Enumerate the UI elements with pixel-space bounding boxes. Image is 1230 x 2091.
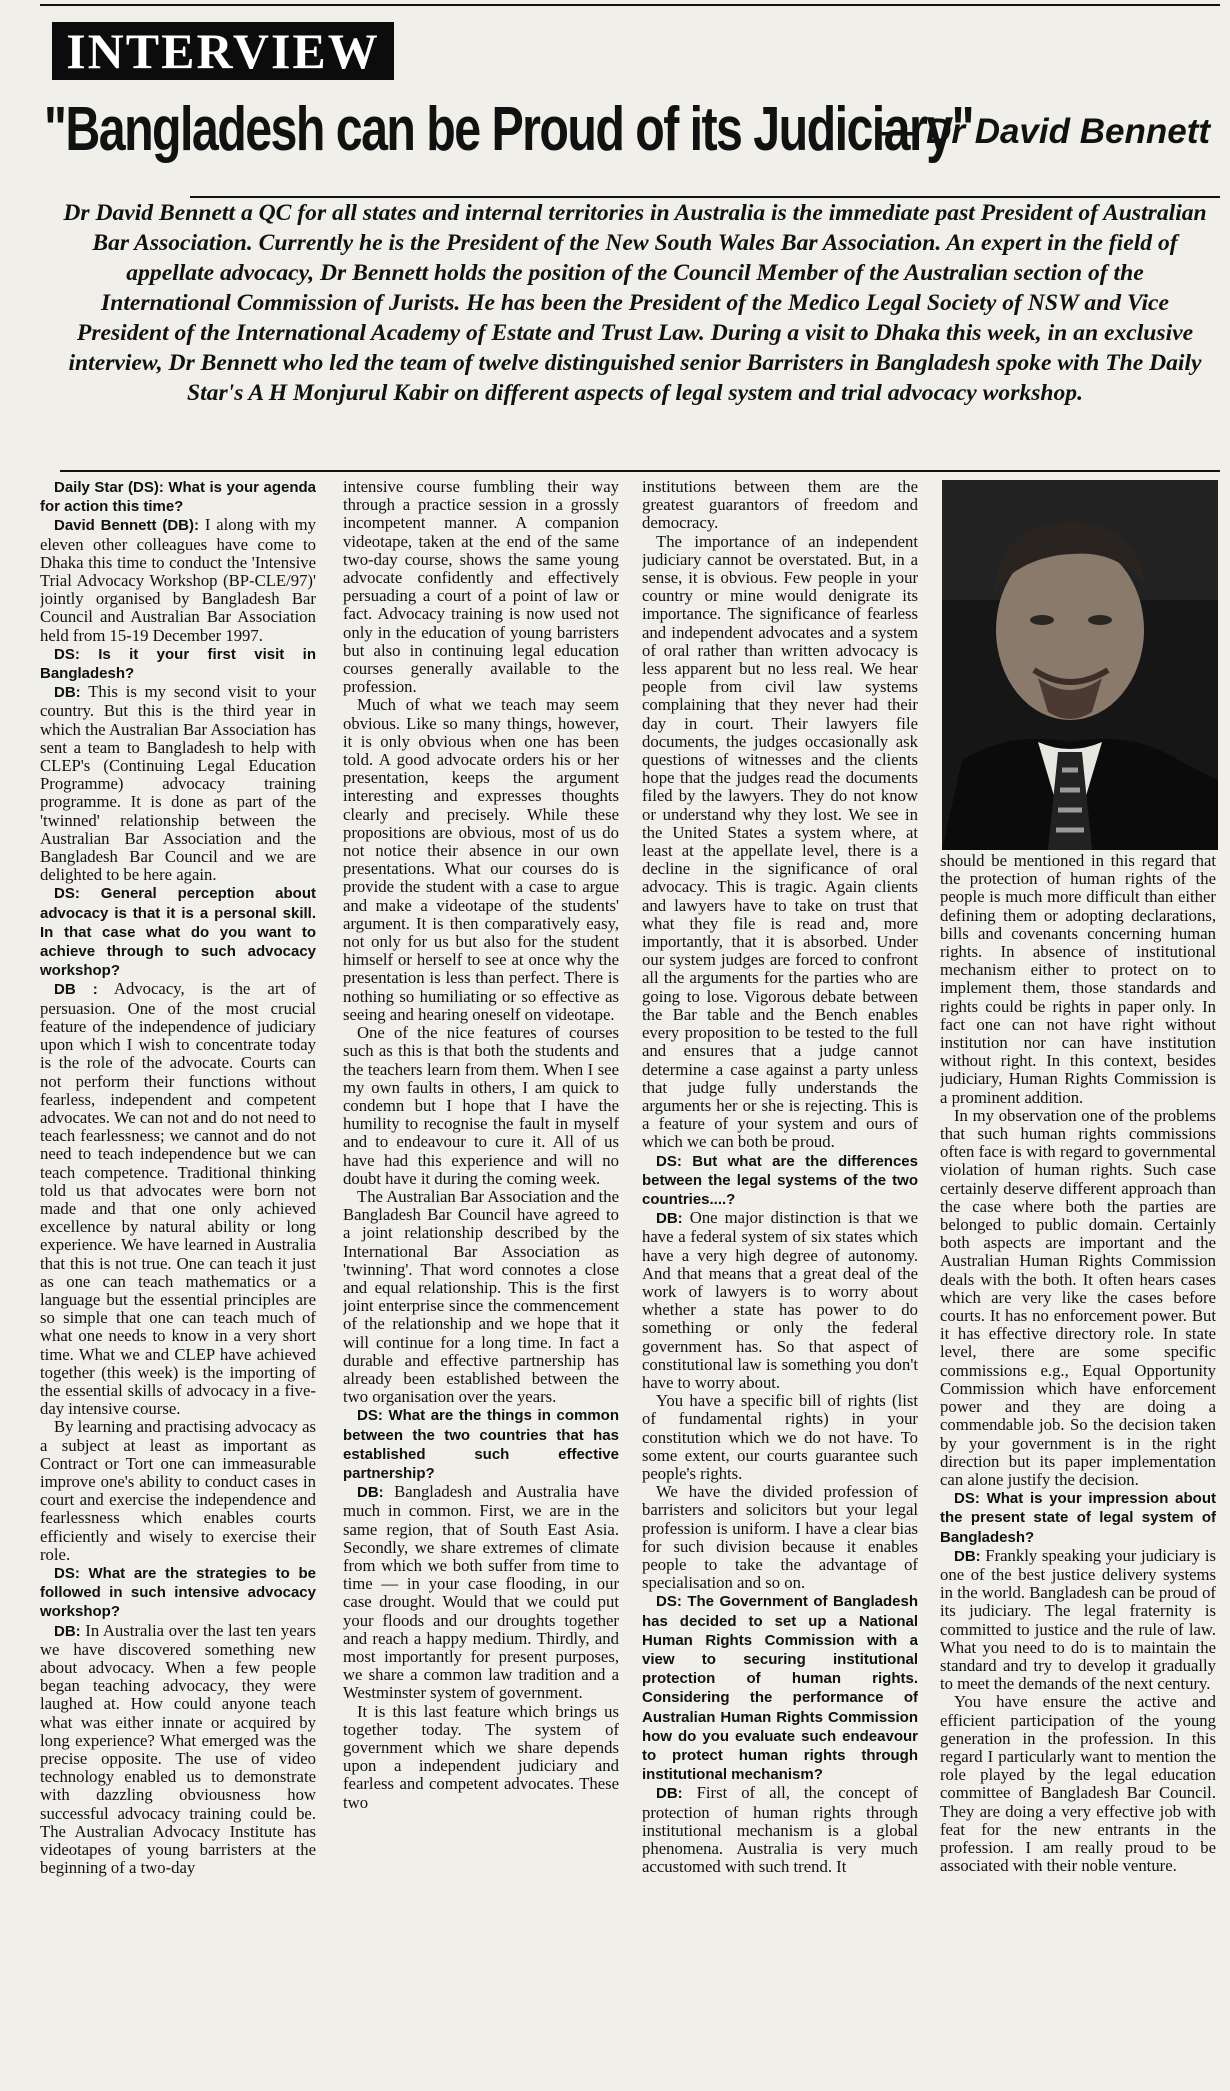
paragraph-text: What is your impression about the present state of legal system of Bangladesh? <box>940 1490 1216 1546</box>
paragraph-text: What are the things in common between the two countries that has established such effective partnership? <box>343 1407 619 1482</box>
paragraph-text: What is your agenda for action this time? <box>40 479 316 516</box>
paragraph-text: Much of what we teach may seem obvious. Like so many things, however, it is only obvious when one has been told. A good advocate orders his or her presentation, keeps the argument interesting and expresses thoughts clearly and precisely. While these propositions are obvious, most of us do not notice their absence in our own presentations. What our courses do is provide the student with a case to argue and make a videotape of the students' argument. It is then comparatively easy, not only for us but also for the student himself or herself to see at once why the presentation is less than perfect. There is nothing so humiliating or so effective as seeing and hearing oneself on videotape. <box>343 695 619 1024</box>
article-paragraph <box>343 1703 619 1812</box>
paragraph-text: Advocacy, is the art of persuasion. One of the most crucial feature of the independence of judiciary upon which I wish to concentrate today is the role of the advocate. Courts can not perform their functions without fearless, independent and competent advocates. We can not and do not need to teach fearlessness; we cannot and do not need to teach independence but we can teach competence. Traditional thinking told us that advocates were born not made and that one only achieved excellence by natural ability or long experience. We have learned in Australia that this is not true. One can teach it just as one can teach mathematics or a language but the essential principles are so simple that one can teach much of what one needs to know in a very short time. What we and CLEP have achieved together (this week) is the importing of the essential skills of advocacy in a five-day intensive course. <box>40 979 316 1419</box>
intro-rule <box>60 470 1220 472</box>
article-paragraph <box>642 1392 918 1483</box>
paragraph-text: The Government of Bangladesh has decided to set up a National Human Rights Commission with a view to securing institutional protection of human rights. Considering the performance of Australian Human Rights Commission how do you evaluate such endeavour to protect human rights through institutional mechanism? <box>642 1593 918 1784</box>
paragraph-text: In Australia over the last ten years we have discovered something new about advocacy. When a few people began teaching advocacy, they were laughed at. How could anyone teach what was either innate or acquired by long experience? What emerged was the precise opposite. The use of video technology enabled us to demonstrate with dazzling obviousness how successful advocacy training could be. The Australian Advocacy Institute has videotapes of young barristers at the beginning of a two-day <box>40 1620 316 1878</box>
interview-answer <box>40 516 316 644</box>
interview-answer <box>343 1483 619 1702</box>
article-paragraph <box>40 1418 316 1564</box>
speaker-label: Daily Star (DS): <box>54 479 164 496</box>
speaker-label: DS: <box>54 1564 80 1582</box>
article-column-4 <box>940 852 1216 2088</box>
paragraph-text: One major distinction is that we have a federal system of six states which have a very high degree of autonomy. And that means that a great deal of the work of lawyers is to worry about whether a state has power to do something or only the federal government has. So that aspect of constitutional law is something you don't have to worry about. <box>642 1208 918 1392</box>
interview-question <box>940 1489 1216 1547</box>
speaker-label: DS: <box>656 1593 682 1611</box>
paragraph-text: Frankly speaking your judiciary is one of the best justice delivery systems in the world. Bangladesh can be proud of its judiciary. The legal fraternity is committed to justice and the rule of law. What you need to do is to maintain the standard and try to develop it gradually to meet the demands of the next century. <box>940 1545 1216 1694</box>
article-paragraph <box>642 478 918 533</box>
speaker-label: DB: <box>54 684 81 702</box>
paragraph-text: The importance of an independent judiciary cannot be overstated. But, in a sense, it is obvious. Few people in your country or mine would denigrate its importance. The significance of fearless and independent advocates and a system of oral rather than written advocacy is less apparent but no less real. We hear people from civil law systems complaining that they never had their day in court. Their lawyers file documents, the judges occasionally ask questions of witnesses and the clients hope that the judges read the documents filed by the lawyers. They do not know or understand why they lost. We see in the United States a system where, at least at the appellate level, there is a decline in the significance of oral advocacy. This is tragic. Again clients and lawyers have to take on trust that what they file is read and, more importantly, that it is absorbed. Under our system judges are forced to confront all the arguments for the parties who are going to lose. Vigorous debate between the Bar table and the Bench enables every proposition to be tested to the full and ensures that a judge cannot determine a case against a party unless that judge fully understands the arguments her or she is rejecting. This is a feature of your system and ours of which we can both be proud. <box>642 531 918 1152</box>
paragraph-text: What are the strategies to be followed in such intensive advocacy workshop? <box>40 1564 316 1621</box>
paragraph-text: Bangladesh and Australia have much in common. First, we are in the same region, that of South East Asia. Secondly, we share extremes of climate from which we both suffer from time to time — in your case flooding, in our case drought. Would that we could put your floods and our droughts together and reach a happy medium. Thirdly, and most importantly for present purposes, we share a common law tradition and a Westminster system of government. <box>343 1482 619 1703</box>
interview-question <box>343 1406 619 1483</box>
speaker-label: DS: <box>54 645 80 663</box>
paragraph-text: intensive course fumbling their way through a practice session in a grossly incompetent manner. A companion videotape, taken at the end of the same two-day course, shows the same young advocate confidently and effectively persuading a court of a point of law or fact. Advocacy training is now used not only in the education of young barristers but also in continuing legal education courses generally available to the profession. <box>343 478 619 697</box>
intro-paragraph: Dr David Bennett a QC for all states and internal territories in Australia is the immediate past President of Australian Bar Association. Currently he is the President of the New South Wales Bar Association. An expert in the field of appellate advocacy, Dr Bennett holds the position of the Council Member of the Australian section of the International Commission of Jurists. He has been the President of the Medico Legal Society of NSW and Vice President of the International Academy of Estate and Trust Law. During a visit to Dhaka this week, in an exclusive interview, Dr Bennett who led the team of twelve distinguished senior Barristers in Bangladesh spoke with The Daily Star's A H Monjurul Kabir on different aspects of legal system and trial advocacy workshop. <box>63 200 1207 406</box>
article-paragraph <box>642 533 918 1152</box>
article-paragraph <box>940 1107 1216 1489</box>
article-paragraph <box>940 852 1216 1107</box>
paragraph-text: But what are the differences between the legal systems of the two countries....? <box>642 1152 918 1208</box>
article-paragraph <box>343 1188 619 1406</box>
paragraph-text: In my observation one of the problems that such human rights commissions often face is with regard to governmental violation of human rights. Such case certainly deserve different approach than the case where both the parties are belonged to public domain. Certainly both aspects are important and the Australian Human Rights Commission deals with the both. It often hears cases which are very like the cases before courts. It has no enforcement power. But it has effective directory role. In state level, there are some specific commissions e.g., Equal Opportunity Commission which have enforcement power and they are doing a commendable job. So the decision taken by your government is in the right direction but its paper implementation can alone justify the decision. <box>940 1105 1216 1489</box>
paragraph-text: We have the divided profession of barristers and solicitors but your legal profession is uniform. I have a clear bias for such division because it enables people to take the advantage of specialisation and so on. <box>642 1482 918 1593</box>
paragraph-text: First of all, the concept of protection of human rights through institutional mechanism is a global phenomena. Australia is very much accustomed with such trend. It <box>642 1783 918 1877</box>
interview-question <box>40 1564 316 1622</box>
article-paragraph <box>343 478 619 696</box>
article-paragraph <box>940 1693 1216 1875</box>
paragraph-text: You have a specific bill of rights (list of fundamental rights) in your constitution which we do not have. To some extent, our courts guarantee such people's rights. <box>642 1391 918 1483</box>
speaker-label: DB: <box>54 1622 81 1640</box>
paragraph-text: institutions between them are the greatest guarantors of freedom and democracy. <box>642 478 918 533</box>
paragraph-text: By learning and practising advocacy as a subject at least as important as Contract or Tort one can immeasurable improve one's ability to conduct cases in court and exercise the independence and fearlessness which enables courts efficiently and wisely to exercise their role. <box>40 1417 316 1564</box>
interview-answer <box>940 1547 1216 1694</box>
interview-answer <box>642 1209 918 1392</box>
paragraph-text: You have ensure the active and efficient participation of the young generation in the profession. In this regard I particularly want to mention the role played by the legal education committee of Bangladesh Bar Council. They are doing a very effective job with feat for the new entrants in the profession. I am really proud to be associated with their noble venture. <box>940 1692 1216 1876</box>
speaker-label: DS: <box>357 1407 383 1425</box>
speaker-label: DB : <box>54 981 98 999</box>
byline: — Dr David Bennett <box>881 112 1210 151</box>
speaker-label: DB: <box>656 1210 683 1228</box>
speaker-label: DS: <box>954 1490 980 1508</box>
interview-question <box>642 1152 918 1210</box>
article-paragraph <box>343 1024 619 1188</box>
interview-question <box>40 478 316 516</box>
headline: "Bangladesh can be Proud of its Judiciary" <box>44 95 973 164</box>
paragraph-text: I along with my eleven other colleagues have come to Dhaka this time to conduct the 'Intensive Trial Advocacy Workshop (BP-CLE/97)' jointly organised by Bangladesh Bar Council and Australian Bar Association held from 15-19 December 1997. <box>40 515 316 645</box>
speaker-label: DB: <box>954 1547 981 1565</box>
portrait-photo <box>942 480 1218 850</box>
speaker-label: DB: <box>357 1484 384 1502</box>
article-paragraph <box>343 696 619 1024</box>
paragraph-text: The Australian Bar Association and the Bangladesh Bar Council have agreed to a joint relationship described by the International Bar Association as 'twinning'. That word connotes a close and equal relationship. This is the first joint enterprise since the commencement of the relationship and we hope that it will continue for a long time. In fact a durable and effective partnership has already been established between the two organisation over the years. <box>343 1186 619 1407</box>
article-column-3 <box>642 478 918 2088</box>
paragraph-text: One of the nice features of courses such as this is that both the students and the teachers learn from them. When I see my own faults in others, I am quick to condemn but I hope that I have the humility to recognise the fault in myself and to endeavour to cure it. All of us have had this experience and will no doubt have it during the coming week. <box>343 1023 619 1188</box>
top-rule <box>40 4 1220 6</box>
interview-answer <box>40 980 316 1418</box>
article-column-2 <box>343 478 619 2088</box>
paragraph-text: General perception about advocacy is that it is a personal skill. In that case what do you want to achieve through to such advocacy workshop? <box>40 885 316 980</box>
speaker-label: DS: <box>656 1152 682 1170</box>
section-label: INTERVIEW <box>52 22 394 80</box>
speaker-label: DS: <box>54 885 80 903</box>
speaker-label: David Bennett (DB): <box>54 517 200 535</box>
interview-answer <box>40 1622 316 1878</box>
interview-answer <box>642 1784 918 1876</box>
paragraph-text: It is this last feature which brings us together today. The system of government which we share depends upon a independent judiciary and fearless and competent advocates. These two <box>343 1701 619 1812</box>
article-column-1 <box>40 478 316 2088</box>
interview-question <box>40 884 316 980</box>
interview-question <box>40 645 316 683</box>
paragraph-text: Is it your first visit in Bangladesh? <box>40 645 316 683</box>
paragraph-text: should be mentioned in this regard that the protection of human rights of the people is much more difficult than either defining them or adopting declarations, bills and covenants concerning human rights. In absence of institutional mechanism either to protect on to implement them, those standards and rights could be rights in paper only. In fact one can not have right without institution nor can have institution without right. In this context, besides judiciary, Human Rights Commission is a prominent addition. <box>940 852 1216 1107</box>
speaker-label: DB: <box>656 1785 683 1803</box>
interview-answer <box>40 683 316 884</box>
article-paragraph <box>642 1483 918 1592</box>
interview-question <box>642 1592 918 1784</box>
paragraph-text: This is my second visit to your country. But this is the third year in which the Australian Bar Association has sent a team to Bangladesh to help with CLEP's (Continuing Legal Education Programme) advocacy training programme. It is done as part of the 'twinned' relationship between the Australian Bar Association and the Bangladesh Bar Council and we are delighted to be here again. <box>40 682 316 885</box>
